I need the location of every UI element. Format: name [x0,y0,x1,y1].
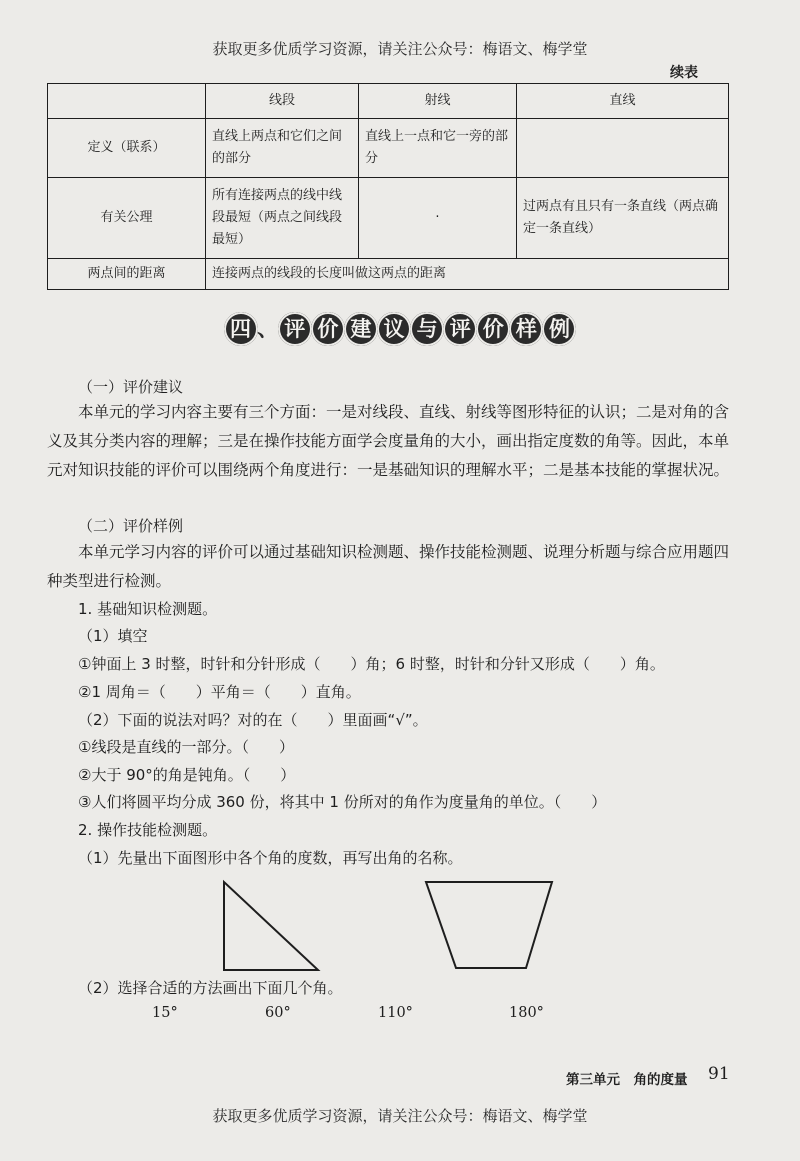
trapezoid-shape [426,882,552,968]
table-header-line: 直线 [517,84,729,119]
title-char: 议 [377,312,411,346]
angle-label: 15° [152,1005,178,1021]
row-label: 两点间的距离 [48,259,206,290]
title-char: 价 [476,312,510,346]
subheading-true-false: （2）下面的说法对吗？对的在（ ）里面画“√”。 [78,711,428,729]
question-clock: ①钟面上 3 时整，时针和分针形成（ ）角；6 时整，时针和分针又形成（ ）角。 [78,655,665,673]
table-row [48,178,729,259]
watermark-top: 获取更多优质学习资源，请关注公众号：梅语文、梅学堂 [212,40,588,58]
page-number: 91 [708,1064,730,1084]
table-cell: 所有连接两点的线中线段最短（两点之间线段最短） [206,178,359,259]
heading-evaluation-advice: （一）评价建议 [78,378,184,396]
title-char: 、 [257,317,279,341]
table-cell: · [359,178,517,259]
title-char: 评 [278,312,312,346]
title-char: 与 [410,312,444,346]
angle-label: 110° [378,1005,413,1021]
table-cell-merged: 连接两点的线段的长度叫做这两点的距离 [206,259,729,290]
table-header-row [48,84,729,119]
heading-evaluation-samples: （二）评价样例 [78,517,184,535]
angle-label: 60° [265,1005,291,1021]
question-measure-angles: （1）先量出下面图形中各个角的度数，再写出角的名称。 [78,849,463,867]
title-char: 样 [509,312,543,346]
paragraph-samples: 本单元学习内容的评价可以通过基础知识检测题、操作技能检测题、说理分析题与综合应用题四种类型进行检测。 [47,543,730,590]
title-char: 四 [224,312,258,346]
shapes-figure [210,876,570,976]
question-obtuse: ②大于 90°的角是钝角。（ ） [78,766,296,784]
title-char: 例 [542,312,576,346]
subheading-basic-knowledge: 1. 基础知识检测题。 [78,600,218,618]
table-cell: 过两点有且只有一条直线（两点确定一条直线） [517,178,729,259]
question-segment: ①线段是直线的一部分。（ ） [78,738,294,756]
definition-table [47,83,729,290]
row-label: 定义（联系） [48,119,206,178]
paragraph-advice: 本单元的学习内容主要有三个方面：一是对线段、直线、射线等图形特征的认识；二是对角的含义及其分类内容的理解；三是在操作技能方面学会度量角的大小，画出指定度数的角等。因此，本单元对知识技能的评价可以围绕两个角度进行：一是基础知识的理解水平；二是基本技能的掌握状况。 [47,403,730,479]
title-char: 建 [344,312,378,346]
table-cell: 直线上两点和它们之间的部分 [206,119,359,178]
question-full-angle: ②1 周角＝（ ）平角＝（ ）直角。 [78,683,361,701]
subheading-operation-skill: 2. 操作技能检测题。 [78,821,218,839]
question-degree-unit: ③人们将圆平均分成 360 份，将其中 1 份所对的角作为度量角的单位。（ ） [78,793,607,811]
table-header-segment: 线段 [206,84,359,119]
subheading-fill-blank: （1）填空 [78,627,148,645]
table-header-ray: 射线 [359,84,517,119]
table-cell [517,119,729,178]
table-row [48,259,729,290]
watermark-bottom: 获取更多优质学习资源，请关注公众号：梅语文、梅学堂 [212,1107,588,1125]
section-title [0,312,800,346]
question-draw-angles: （2）选择合适的方法画出下面几个角。 [78,979,343,997]
footer-unit-title: 第三单元 角的度量 [566,1072,688,1088]
title-char: 评 [443,312,477,346]
table-cell: 直线上一点和它一旁的部分 [359,119,517,178]
angle-label: 180° [509,1005,544,1021]
table-header-empty [48,84,206,119]
table-row [48,119,729,178]
triangle-shape [224,882,318,970]
row-label: 有关公理 [48,178,206,259]
title-char: 价 [311,312,345,346]
continued-label: 续表 [670,65,698,81]
